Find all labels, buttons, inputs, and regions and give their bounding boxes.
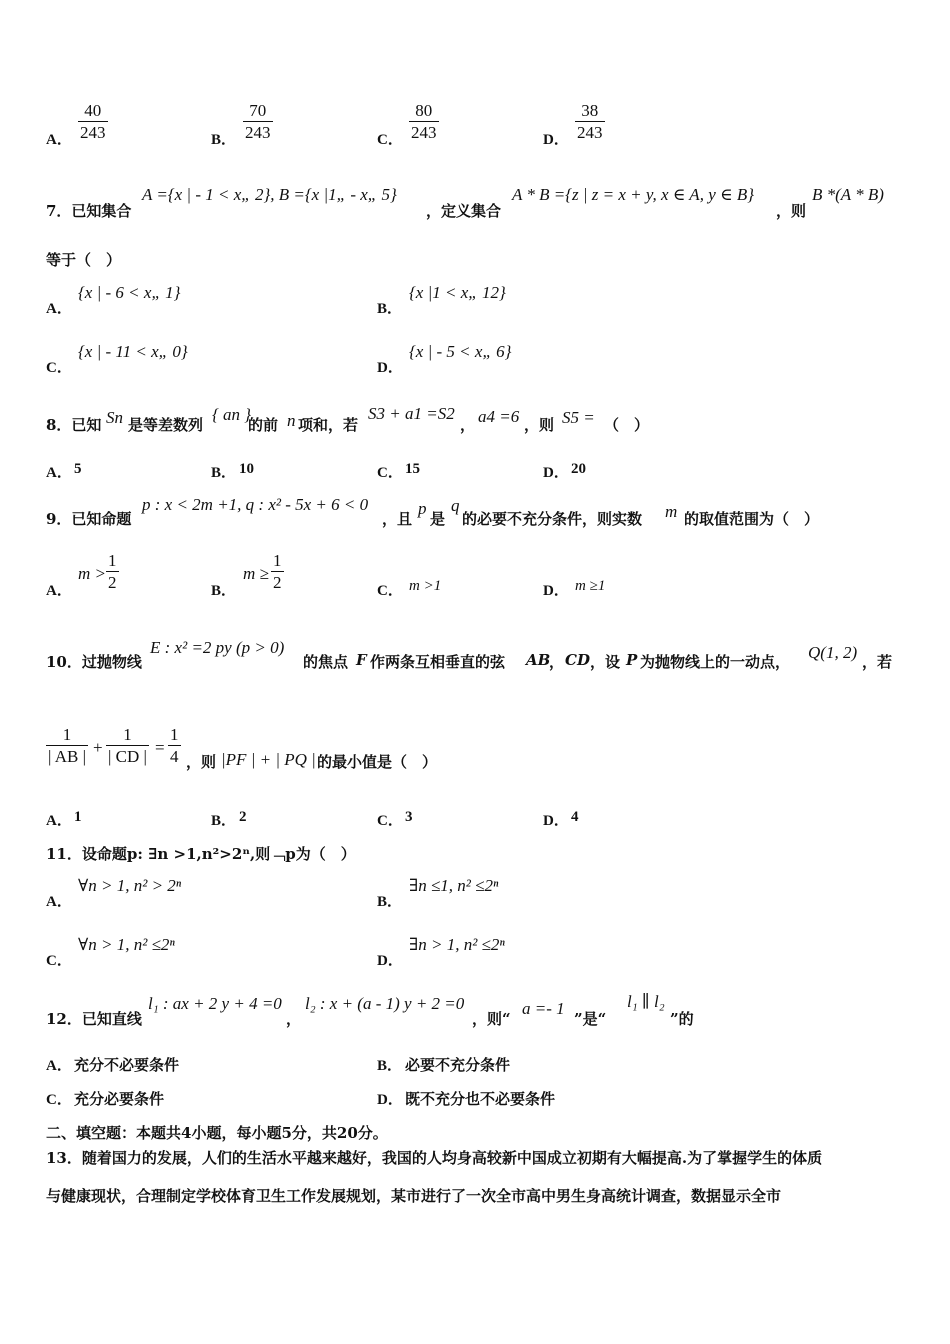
q9-option-a-fraction (106, 552, 119, 592)
numerator: 70 (249, 101, 267, 120)
q6-option-a-label: A． (46, 132, 72, 148)
q10-P: P (626, 651, 638, 669)
q12-p3: ”是“ (574, 1010, 607, 1028)
q9-option-a-label: A． (46, 583, 72, 599)
q9-p3: 是 (430, 510, 446, 528)
q7-option-a: {x | - 6 < x„ 1} (78, 283, 181, 302)
q10-option-c-label: C． (377, 813, 403, 829)
q8-option-c: 15 (405, 461, 420, 477)
q10-Q: Q(1, 2) (808, 643, 858, 662)
q9-option-c-label: C． (377, 583, 403, 599)
q11-option-a-label: A． (46, 894, 72, 910)
q7-mid: ，定义集合 (426, 202, 502, 220)
q8-p4: 项和，若 (298, 416, 359, 434)
q9-m: m (665, 502, 678, 521)
denominator: | CD | (108, 746, 147, 766)
q7-line2: 等于（ ） (46, 251, 122, 269)
q6-option-b-fraction (243, 102, 273, 142)
denominator: 2 (108, 572, 117, 592)
q8-option-a-label: A． (46, 465, 72, 481)
q8-an: { an } (212, 405, 252, 424)
q7-then: ，则 (776, 202, 807, 220)
q9-option-d: m ≥1 (575, 578, 606, 594)
q7-option-c: {x | - 11 < x„ 0} (78, 342, 188, 361)
q10-eq: E : x² =2 py (p > 0) (150, 638, 285, 657)
q8-comma: ， (460, 416, 476, 434)
q9-p: p (418, 499, 427, 518)
q10-option-a: 1 (74, 809, 82, 825)
q10-p6: ，若 (862, 653, 893, 671)
denominator: 4 (170, 746, 179, 766)
q8-n: n (287, 411, 296, 430)
q12-p4: ”的 (670, 1010, 694, 1028)
numerator: 1 (123, 725, 132, 744)
q10-fraction-cd (106, 726, 149, 766)
q11-option-c: ∀n > 1, n² ≤2ⁿ (78, 935, 175, 954)
q10-option-b-label: B． (211, 813, 237, 829)
q7-option-b: {x |1 < x„ 12} (409, 283, 506, 302)
q9-option-b-fraction (271, 552, 284, 592)
q6-option-c-fraction (409, 102, 439, 142)
q10-p8: 的最小值是（ ） (317, 753, 438, 771)
numerator: 1 (62, 725, 72, 744)
q10-p7: ，则 (186, 753, 217, 771)
q9-option-c: m >1 (409, 578, 442, 594)
q8-p5: ，则 (524, 416, 555, 434)
q10-fraction-ab (46, 726, 88, 766)
q7-option-b-label: B． (377, 301, 403, 317)
q10-option-c: 3 (405, 809, 413, 825)
q10-equals: = (155, 738, 165, 757)
q10-CD: CD (565, 651, 590, 669)
q10-option-b: 2 (239, 809, 247, 825)
q9-option-b-label: B． (211, 583, 237, 599)
q7-option-c-label: C． (46, 360, 72, 376)
q7-option-d-label: D． (377, 360, 403, 376)
q9-p2: ，且 (382, 510, 413, 528)
q6-option-b-label: B． (211, 132, 237, 148)
denominator: 243 (80, 122, 106, 142)
q12-option-a-label: A． (46, 1058, 72, 1074)
numerator: 1 (170, 725, 179, 744)
q10-plus: + (93, 738, 103, 757)
q10-p1: 10．过抛物线 (46, 653, 142, 671)
denominator: 2 (273, 572, 282, 592)
q10-p5: 为抛物线上的一动点， (640, 653, 791, 671)
numerator: 40 (84, 101, 102, 120)
q8-option-c-label: C． (377, 465, 403, 481)
numerator: 80 (415, 101, 433, 120)
q12-option-c: 充分必要条件 (74, 1090, 165, 1108)
q10-fraction-quarter (168, 726, 181, 766)
q10-option-a-label: A． (46, 813, 72, 829)
q11-option-d-label: D． (377, 953, 403, 969)
q7-def: A * B ={z | z = x + y, x ∈ A, y ∈ B} (512, 185, 755, 204)
q13-line1: 13．随着国力的发展，人们的生活水平越来越好，我国的人均身高较新中国成立初期有大幅提高.为了掌握学生的体质 (46, 1149, 823, 1167)
q12-par: l₁ ∥ l₂ (627, 992, 665, 1011)
q8-cond2: a4 =6 (478, 407, 520, 426)
q11-option-c-label: C． (46, 953, 72, 969)
q8-p6: （ ） (604, 416, 650, 434)
q8-option-d: 20 (571, 461, 586, 477)
q7-prefix: 7．已知集合 (46, 202, 132, 220)
q10-p2: 的焦点 (303, 653, 349, 671)
q8-p1: 8．已知 (46, 416, 102, 434)
q9-p4: 的必要不充分条件，则实数 (462, 510, 643, 528)
q9-option-b-pre: m ≥ (243, 564, 269, 583)
q8-p3: 的前 (248, 416, 279, 434)
numerator: 38 (581, 101, 599, 120)
q10-p4: ，设 (590, 653, 621, 671)
denominator: 243 (245, 122, 271, 142)
q9-expr: p : x < 2m +1, q : x² - 5x + 6 < 0 (142, 495, 369, 514)
q12-option-a: 充分不必要条件 (74, 1056, 180, 1074)
numerator: 1 (108, 551, 117, 570)
q12-option-b-label: B． (377, 1058, 403, 1074)
denominator: 243 (411, 122, 437, 142)
section-2-heading: 二、填空题：本题共4小题，每小题5分，共20分。 (46, 1124, 388, 1142)
q12-l2: l₂ : x + (a - 1) y + 2 =0 (305, 994, 465, 1013)
q7-option-d: {x | - 5 < x„ 6} (409, 342, 512, 361)
q6-option-a-fraction (78, 102, 108, 142)
q8-option-a: 5 (74, 461, 82, 477)
q11-option-b-label: B． (377, 894, 403, 910)
q8-option-b: 10 (239, 461, 254, 477)
q12-option-c-label: C． (46, 1092, 72, 1108)
q11-option-a: ∀n > 1, n² > 2ⁿ (78, 876, 182, 895)
q13-line2: 与健康现状，合理制定学校体育卫生工作发展规划，某市进行了一次全市高中男生身高统计调查，数据显示全市 (46, 1187, 782, 1205)
q10-option-d-label: D． (543, 813, 569, 829)
q6-option-c-label: C． (377, 132, 403, 148)
q8-cond1: S3 + a1 =S2 (368, 404, 455, 423)
q10-AB: AB (526, 651, 551, 669)
q7-option-a-label: A． (46, 301, 72, 317)
q6-option-d-label: D． (543, 132, 569, 148)
q12-comma: ， (286, 1010, 302, 1028)
q12-l1: l₁ : ax + 2 y + 4 =0 (148, 994, 282, 1013)
q10-sep: ， (549, 653, 565, 671)
q10-F: F (356, 651, 367, 669)
q12-option-d-label: D． (377, 1092, 403, 1108)
q10-expr: |PF | + | PQ | (221, 750, 316, 769)
q11-option-d: ∃n > 1, n² ≤2ⁿ (409, 935, 505, 954)
q9-p1: 9．已知命题 (46, 510, 132, 528)
q6-option-d-fraction (575, 102, 605, 142)
q9-p5: 的取值范围为（ ） (684, 510, 820, 528)
q8-s5: S5 = (562, 408, 595, 427)
numerator: 1 (273, 551, 282, 570)
q12-p2: ，则“ (472, 1010, 511, 1028)
q10-p3: 作两条互相垂直的弦 (370, 653, 506, 671)
q11-stem: 11．设命题p: ∃n >1,n²>2ⁿ,则﹁p为（ ） (46, 845, 356, 863)
q12-p1: 12．已知直线 (46, 1010, 142, 1028)
q10-option-d: 4 (571, 809, 579, 825)
denominator: 243 (577, 122, 603, 142)
q7-expr: B *(A * B) (812, 185, 884, 204)
q8-sn: Sn (106, 408, 123, 427)
q8-p2: 是等差数列 (128, 416, 204, 434)
q8-option-d-label: D． (543, 465, 569, 481)
q11-option-b: ∃n ≤1, n² ≤2ⁿ (409, 876, 499, 895)
q7-sets: A ={x | - 1 < x„ 2}, B ={x |1„ - x„ 5} (142, 185, 397, 204)
q12-option-d: 既不充分也不必要条件 (405, 1090, 556, 1108)
q8-option-b-label: B． (211, 465, 237, 481)
q12-a: a =- 1 (522, 999, 565, 1018)
denominator: | AB | (48, 746, 86, 766)
q9-option-a-pre: m > (78, 564, 106, 583)
q9-q: q (451, 496, 460, 515)
q9-option-d-label: D． (543, 583, 569, 599)
q12-option-b: 必要不充分条件 (405, 1056, 511, 1074)
